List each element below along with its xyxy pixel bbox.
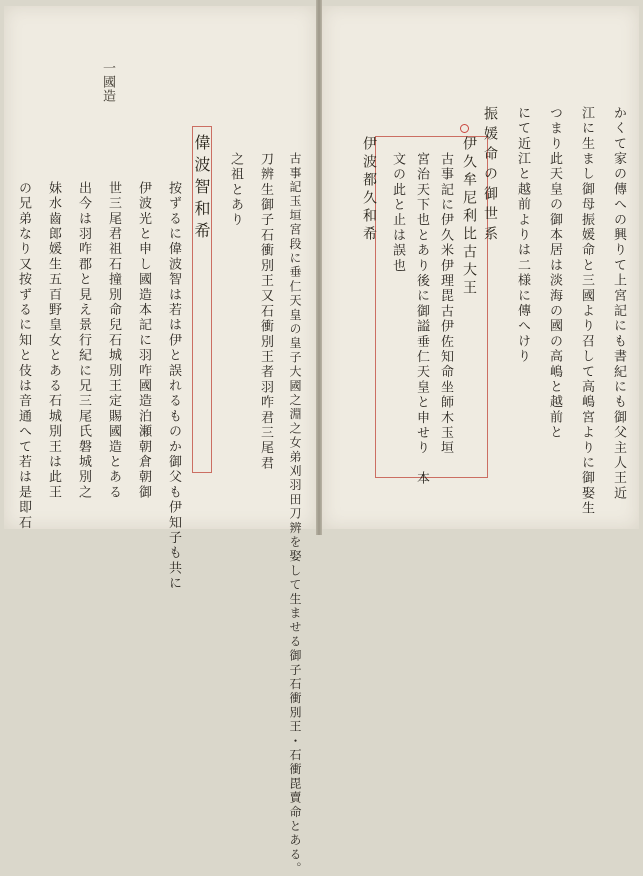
text-column: 世三尾君祖石撞別命兒石城別王定賜國造とある xyxy=(106,181,121,501)
text-column: の兄弟なり又按ずるに知と伎は音通へて若は是即石 xyxy=(16,181,31,531)
heading-iwachiwaki: 偉波智和希 xyxy=(192,134,211,244)
text-column: 之祖とあり xyxy=(228,152,243,228)
text-column: にて近江と越前よりは二様に傳へけり xyxy=(515,106,530,365)
lineage-heading: 振媛命の御世系 xyxy=(482,106,498,246)
text-column: かくて家の傳への興りて上宮記にも書紀にも御父主人王近 xyxy=(611,106,626,502)
text-column: つまり此天皇の御本居は淡海の國の高嶋と越前と xyxy=(547,106,562,441)
text-column: 古事記玉垣宮段に垂仁天皇の皇子大國之淵之女弟刈羽田刀辨を娶して生ませる御子石衝別王・石衝毘賣命とある。 xyxy=(288,152,302,876)
entry-name: 伊久牟尼利比古大王 xyxy=(461,136,477,298)
section-title-label: 一國造 xyxy=(100,61,115,103)
text-column: 伊波光と申し國造本記に羽咋國造泊瀬朝倉朝御 xyxy=(136,181,151,501)
text-column: 文の此と止は誤也 xyxy=(390,152,405,274)
entry-bullet-icon xyxy=(460,124,469,133)
text-column: 江に生まし御母振媛命と三國より召して高嶋宮よりに御娶生 xyxy=(579,106,594,517)
text-column: 古事記に伊久米伊理毘古伊佐知命坐師木玉垣 xyxy=(438,152,453,456)
text-column: 按ずるに偉波智は若は伊と誤れるものか御父も伊知子も共に xyxy=(166,181,181,592)
text-column: 妹水齒郎媛生五百野皇女とある石城別王は此王 xyxy=(46,181,61,501)
text-column: 出今は羽咋郡と見え景行紀に兄三尾氏磐城別之 xyxy=(76,181,91,501)
text-column: 刀辨生御子石衝別王又石衝別王者羽咋君三尾君 xyxy=(258,152,273,472)
left-page xyxy=(4,6,316,876)
right-page xyxy=(322,6,639,529)
entry-name: 伊波都久和希 xyxy=(361,136,377,244)
text-column: 宮治天下也とあり後に御謚垂仁天皇と申せり 本 xyxy=(414,152,429,487)
